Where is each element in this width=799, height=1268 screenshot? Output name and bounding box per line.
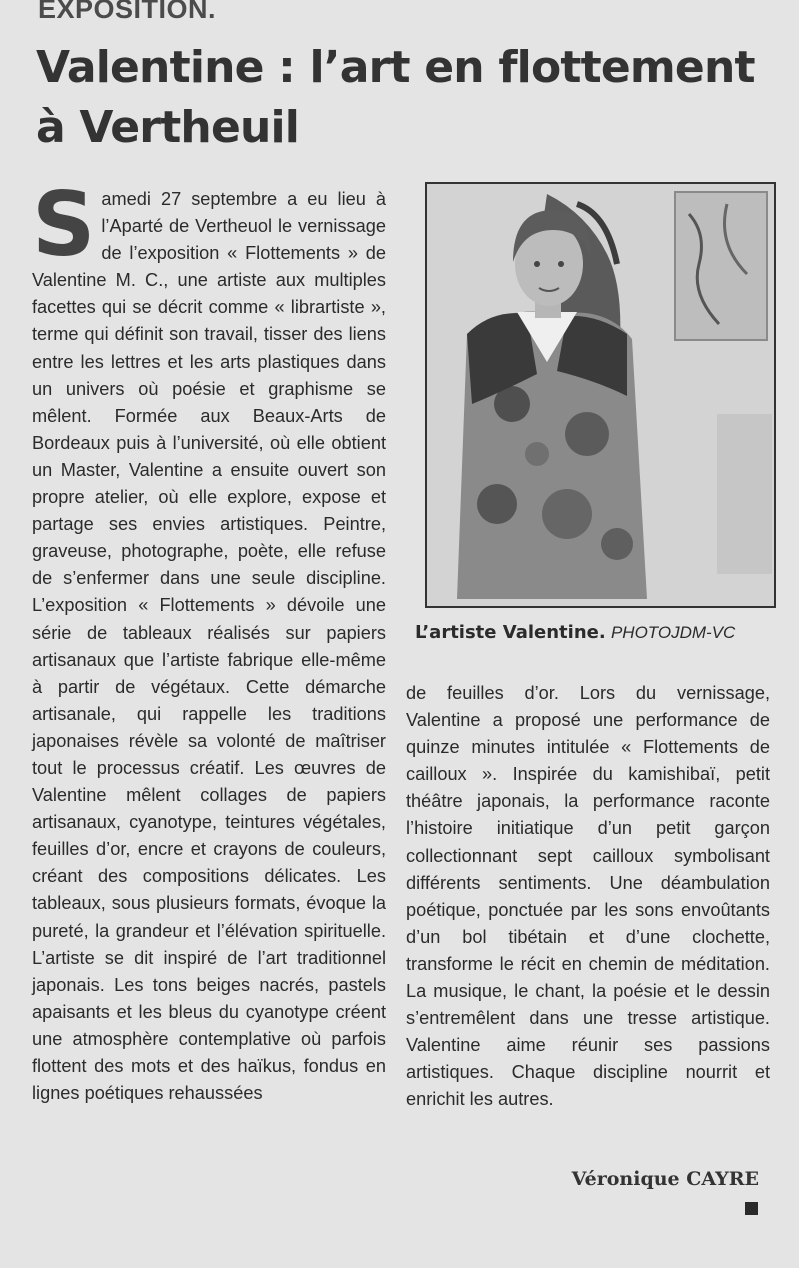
artist-photo — [425, 182, 776, 608]
article-body-text-left: amedi 27 septembre a eu lieu à l’Aparté de Vertheuol le vernissage de l’exposition « Flottements » de Valentine M. C., une artiste aux multiples facettes qui se décrit comme « librartiste », terme qui définit son travail, tisser des liens entre les lettres et les arts plastiques dans un univers où poésie et graphisme se mêlent. Formée aux Beaux-Arts de Bordeaux puis à l’université, où elle obtient un Master, Valentine a ensuite ouvert son propre atelier, où elle explore, expose et partage ses envies artistiques. Peintre, graveuse, photographe, poète, elle refuse de s’enfermer dans une seule discipline. L’exposition « Flottements » dévoile une série de tableaux réalisés sur papiers artisanaux que l’artiste fabrique elle-même à partir de végétaux. Cette démarche artisanale, qui rappelle les traditions japonaises révèle sa volonté de maîtriser tout le processus créatif. Les œuvres de Valentine mêlent collages de papiers artisanaux, cyanotype, teintures végétales, feuilles d’or, encre et crayons de couleurs, créant des compositions délicates. Les tableaux, sous plusieurs formats, évoque la pureté, la grandeur et l’élévation spirituelle. L’artiste se dit inspiré de l’art traditionnel japonais. Les tons beiges nacrés, pastels apaisants et les bleus du cyanotype créent une atmosphère contemplative où parfois flottent des mots et des haïkus, fondus en lignes poétiques rehaussées — [32, 189, 386, 1104]
author-byline: Véronique CAYRE — [571, 1168, 759, 1190]
article-body-column-right — [406, 680, 770, 1114]
article-body-column-left — [32, 173, 386, 1107]
end-of-article-mark — [745, 1202, 758, 1215]
caption-text: L’artiste Valentine. — [415, 622, 606, 643]
article-body-text-right: de feuilles d’or. Lors du vernissage, Valentine a proposé une performance de quinze minutes intitulée « Flottements de cailloux ». Inspirée du kamishibaï, petit théâtre japonais, la performance raconte l’histoire initiatique d’un petit garçon collectionnant sept cailloux symbolisant différents sentiments. Une déambulation poétique, ponctuée par les sons envoûtants d’un bol tibétain et d’une clochette, transforme le récit en chemin de méditation. La musique, le chant, la poésie et le dessin s’entremêlent dans une tresse artistique. Valentine aime réunir ses passions artistiques. Chaque discipline nourrit et enrichit les autres. — [406, 683, 770, 1110]
photo-illustration — [427, 184, 774, 606]
article-headline: Valentine : l’art en flottement à Vertheuil — [36, 42, 755, 153]
photo-caption — [415, 622, 785, 644]
section-kicker: EXPOSITION. — [38, 0, 217, 24]
drop-cap: S — [32, 173, 96, 276]
photo-credit: PHOTOJDM-VC — [610, 623, 736, 642]
